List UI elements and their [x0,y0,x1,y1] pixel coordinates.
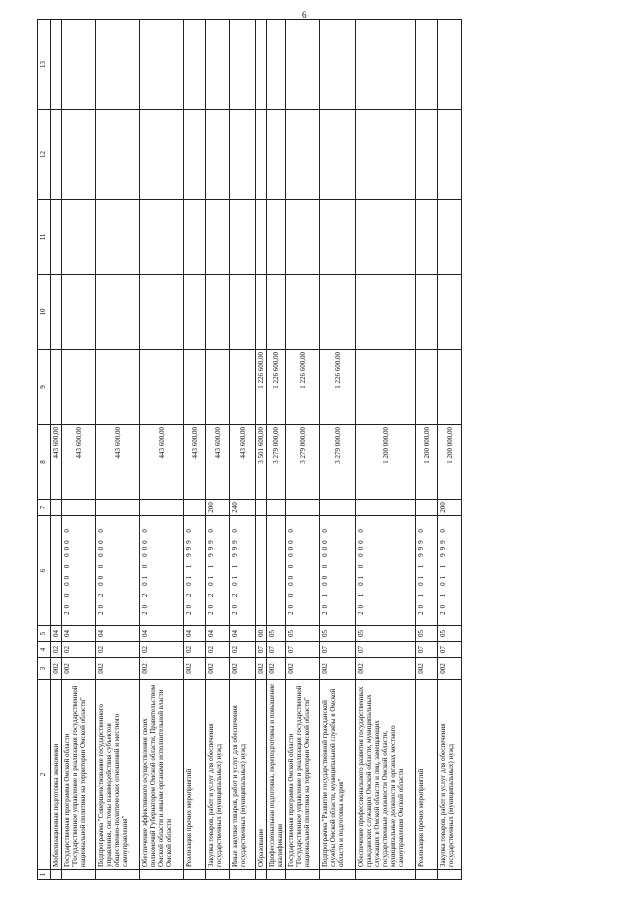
code-expense-type-cell [416,500,438,516]
table-row [256,20,267,880]
empty-cell [267,200,286,275]
row-index-cell [184,870,206,880]
amount-cell: 3 279 000,00 [320,425,356,500]
empty-cell [206,110,230,200]
empty-cell [286,200,320,275]
code-admin-cell: 002 [184,658,206,680]
code-admin-cell: 002 [416,658,438,680]
header-row [38,20,51,880]
empty-cell [438,20,462,110]
code-section-cell: 07 [416,642,438,658]
amount-cell: 1 226 600,00 [286,350,320,425]
empty-cell [256,200,267,275]
code-subsection-cell: 00 [256,626,267,642]
row-name-cell: Закупка товаров, работ и услуг для обеспечения государственных (муниципальных) нужд [438,680,462,870]
code-subsection-cell: 04 [62,626,96,642]
code-admin-cell: 002 [230,658,256,680]
code-subsection-cell: 04 [206,626,230,642]
empty-cell [230,20,256,110]
empty-cell [356,20,416,110]
row-index-cell [51,870,62,880]
code-subsection-cell: 05 [320,626,356,642]
empty-cell [51,200,62,275]
budget-table-sheet [37,20,632,880]
code-target-cell: 20 1 01 0 000 0 [356,516,416,626]
empty-cell [51,20,62,110]
row-name-cell: Обеспечение эффективного осуществления своих полномочий Губернатором Омской области, Правительством Омской области и иными органами исполнительной власти Омской области [140,680,184,870]
table-row [62,20,96,880]
code-subsection-cell: 05 [438,626,462,642]
row-index-cell [140,870,184,880]
code-section-cell: 07 [267,642,286,658]
row-index-cell [438,870,462,880]
empty-cell [256,275,267,350]
amount-cell: 443 600,00 [230,425,256,500]
row-name-cell: Подпрограмма "Развитие государственной гражданской службы Омской области, муниципальной службы в Омской области и подготовка кадров" [320,680,356,870]
amount-cell [51,350,62,425]
amount-cell [96,350,140,425]
code-expense-type-cell [140,500,184,516]
code-expense-type-cell [267,500,286,516]
code-admin-cell: 002 [286,658,320,680]
row-index-cell [286,870,320,880]
amount-cell [206,350,230,425]
empty-cell [256,20,267,110]
empty-cell [416,275,438,350]
code-expense-type-cell: 200 [438,500,462,516]
amount-cell: 1 226 600,00 [267,350,286,425]
empty-cell [140,20,184,110]
row-name-cell: Подпрограмма "Совершенствование государственного управления, системы взаимодействия субъектов общественно-политических отношений и местного самоуправления" [96,680,140,870]
code-admin-cell: 002 [140,658,184,680]
amount-cell [416,350,438,425]
code-expense-type-cell [286,500,320,516]
code-expense-type-cell [62,500,96,516]
code-subsection-cell: 04 [140,626,184,642]
code-admin-cell: 002 [51,658,62,680]
empty-cell [206,20,230,110]
empty-cell [184,200,206,275]
code-target-cell: 20 2 01 1 999 0 [184,516,206,626]
code-admin-cell: 002 [320,658,356,680]
col-header: 1 [38,870,51,880]
amount-cell: 1 200 000,00 [438,425,462,500]
table-row [286,20,320,880]
empty-cell [286,275,320,350]
code-target-cell: 20 2 00 0 000 0 [96,516,140,626]
amount-cell: 443 600,00 [140,425,184,500]
row-name-cell: Иные закупки товаров, работ и услуг для обеспечения государственных (муниципальных) нужд [230,680,256,870]
empty-cell [416,200,438,275]
code-target-cell [267,516,286,626]
code-admin-cell: 002 [267,658,286,680]
code-target-cell: 20 0 00 0 000 0 [286,516,320,626]
code-target-cell: 20 2 01 1 999 0 [230,516,256,626]
code-subsection-cell: 05 [416,626,438,642]
code-expense-type-cell [320,500,356,516]
table-row [206,20,230,880]
code-subsection-cell: 05 [267,626,286,642]
empty-cell [356,275,416,350]
row-index-cell [356,870,416,880]
table-row [184,20,206,880]
empty-cell [320,275,356,350]
amount-cell: 3 279 000,00 [286,425,320,500]
code-expense-type-cell [184,500,206,516]
code-target-cell: 20 0 00 0 000 0 [62,516,96,626]
col-header: 3 [38,658,51,680]
code-section-cell: 07 [320,642,356,658]
table-row [96,20,140,880]
amount-cell [140,350,184,425]
col-header: 9 [38,350,51,425]
code-expense-type-cell [96,500,140,516]
code-expense-type-cell [256,500,267,516]
empty-cell [62,20,96,110]
col-header: 2 [38,680,51,870]
empty-cell [206,275,230,350]
code-expense-type-cell: 240 [230,500,256,516]
empty-cell [184,20,206,110]
code-subsection-cell: 05 [286,626,320,642]
empty-cell [62,275,96,350]
code-subsection-cell: 04 [96,626,140,642]
empty-cell [320,20,356,110]
empty-cell [51,275,62,350]
empty-cell [184,275,206,350]
amount-cell: 1 200 000,00 [416,425,438,500]
amount-cell [230,350,256,425]
code-target-cell [256,516,267,626]
empty-cell [96,275,140,350]
row-name-cell: Образование [256,680,267,870]
table-row [140,20,184,880]
page-number: 6 [302,10,307,20]
row-index-cell [256,870,267,880]
code-expense-type-cell: 200 [206,500,230,516]
empty-cell [356,200,416,275]
empty-cell [230,200,256,275]
row-index-cell [320,870,356,880]
col-header: 4 [38,642,51,658]
empty-cell [320,110,356,200]
amount-cell [438,350,462,425]
empty-cell [416,20,438,110]
row-name-cell: Закупка товаров, работ и услуг для обеспечения государственных (муниципальных) нужд [206,680,230,870]
code-admin-cell: 002 [96,658,140,680]
amount-cell: 443 600,00 [184,425,206,500]
table-row [51,20,62,880]
col-header: 11 [38,200,51,275]
amount-cell: 1 200 000,00 [356,425,416,500]
empty-cell [438,110,462,200]
amount-cell: 443 600,00 [96,425,140,500]
amount-cell [356,350,416,425]
empty-cell [96,20,140,110]
empty-cell [62,200,96,275]
empty-cell [140,200,184,275]
table-row [230,20,256,880]
row-index-cell [267,870,286,880]
col-header: 8 [38,425,51,500]
code-section-cell: 02 [96,642,140,658]
table-row [438,20,462,880]
code-section-cell: 07 [438,642,462,658]
row-name-cell: Реализация прочих мероприятий [416,680,438,870]
row-name-cell: Государственная программа Омской области "Государственное управление и реализация государственной национальной политики на территории Омской области" [62,680,96,870]
amount-cell: 443 600,00 [51,425,62,500]
col-header: 12 [38,110,51,200]
empty-cell [286,110,320,200]
col-header: 13 [38,20,51,110]
row-index-cell [62,870,96,880]
empty-cell [320,200,356,275]
code-subsection-cell: 04 [51,626,62,642]
row-name-cell: Обеспечение профессионального развития государственных гражданских служащих Омской области, муниципальных служащих в Омской области и лиц, замещающих государственные должности Омской области, муниципальные должности в органах местного самоуправления Омской области [356,680,416,870]
empty-cell [267,110,286,200]
empty-cell [356,110,416,200]
code-admin-cell: 002 [206,658,230,680]
code-target-cell [51,516,62,626]
code-admin-cell: 002 [256,658,267,680]
empty-cell [62,110,96,200]
empty-cell [230,110,256,200]
empty-cell [96,110,140,200]
code-admin-cell: 002 [62,658,96,680]
table-row [320,20,356,880]
table-body [51,20,462,880]
amount-cell [62,350,96,425]
row-name-cell: Мобилизационная подготовка экономики [51,680,62,870]
code-target-cell: 20 2 01 0 000 0 [140,516,184,626]
empty-cell [267,275,286,350]
amount-cell [184,350,206,425]
empty-cell [256,110,267,200]
code-expense-type-cell [51,500,62,516]
code-section-cell: 07 [256,642,267,658]
row-index-cell [96,870,140,880]
code-admin-cell: 002 [438,658,462,680]
code-section-cell: 02 [140,642,184,658]
budget-table [37,19,462,880]
col-header: 6 [38,516,51,626]
empty-cell [51,110,62,200]
table-row [416,20,438,880]
row-name-cell: Профессиональная подготовка, переподготовка и повышение квалификации [267,680,286,870]
row-index-cell [206,870,230,880]
code-target-cell: 20 1 01 1 999 0 [438,516,462,626]
code-expense-type-cell [356,500,416,516]
code-target-cell: 20 1 00 0 000 0 [320,516,356,626]
col-header: 5 [38,626,51,642]
empty-cell [184,110,206,200]
empty-cell [206,200,230,275]
code-section-cell: 07 [286,642,320,658]
empty-cell [267,20,286,110]
code-section-cell: 02 [184,642,206,658]
empty-cell [230,275,256,350]
code-section-cell: 02 [230,642,256,658]
empty-cell [96,200,140,275]
row-index-cell [230,870,256,880]
empty-cell [140,110,184,200]
code-target-cell: 20 2 01 1 999 0 [206,516,230,626]
code-subsection-cell: 04 [184,626,206,642]
code-subsection-cell: 04 [230,626,256,642]
amount-cell: 3 279 000,00 [267,425,286,500]
col-header: 7 [38,500,51,516]
empty-cell [286,20,320,110]
row-name-cell: Государственная программа Омской области "Государственное управление и реализация государственной национальной политики на территории Омской области" [286,680,320,870]
code-admin-cell: 002 [356,658,416,680]
amount-cell: 443 600,00 [62,425,96,500]
empty-cell [140,275,184,350]
code-section-cell: 02 [62,642,96,658]
table-row [356,20,416,880]
amount-cell: 443 600,00 [206,425,230,500]
row-name-cell: Реализация прочих мероприятий [184,680,206,870]
code-subsection-cell: 05 [356,626,416,642]
empty-cell [416,110,438,200]
code-section-cell: 02 [51,642,62,658]
col-header: 10 [38,275,51,350]
empty-cell [438,200,462,275]
amount-cell: 1 226 600,00 [320,350,356,425]
amount-cell: 1 226 600,00 [256,350,267,425]
row-index-cell [416,870,438,880]
amount-cell: 3 501 600,00 [256,425,267,500]
code-section-cell: 07 [356,642,416,658]
empty-cell [438,275,462,350]
code-section-cell: 02 [206,642,230,658]
table-row [267,20,286,880]
code-target-cell: 20 1 01 1 999 0 [416,516,438,626]
